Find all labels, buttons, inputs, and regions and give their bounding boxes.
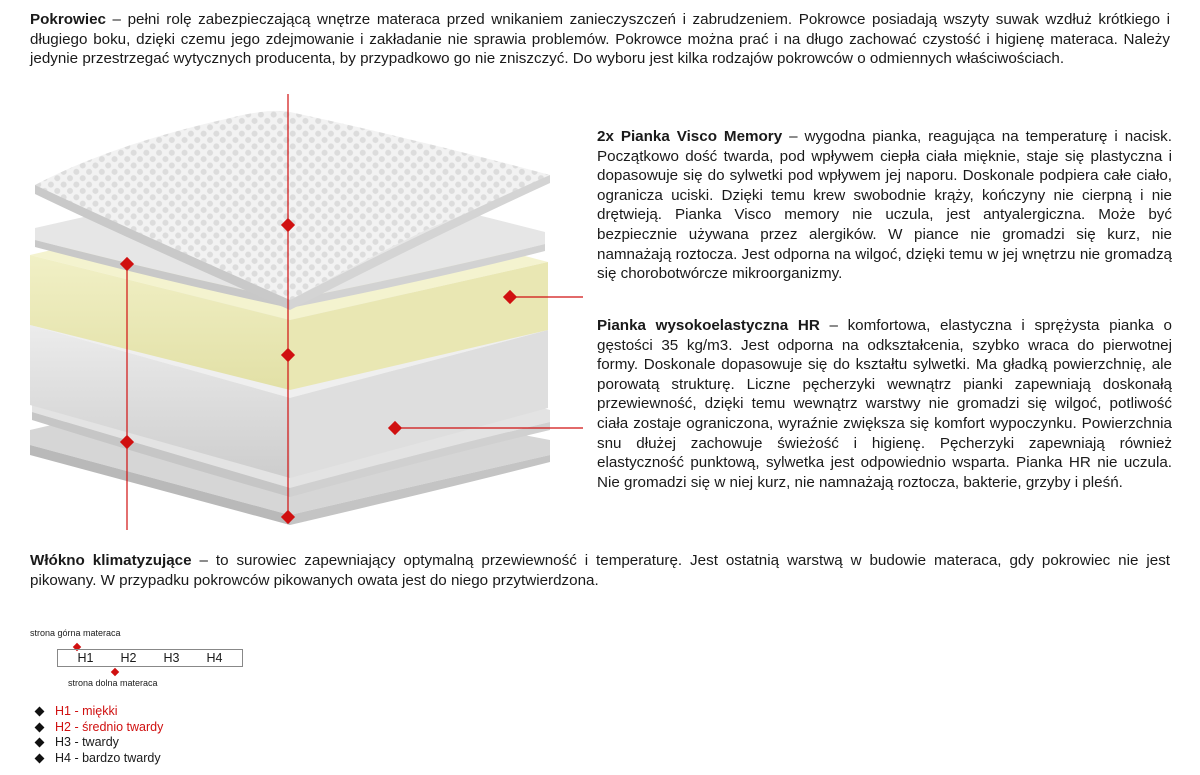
diamond-bullet-icon [35,707,45,717]
hr-heading: Pianka wysokoelastyczna HR [597,317,820,334]
diamond-bullet-icon [35,738,45,748]
legend-h3: H3 - twardy [55,735,119,749]
hardness-legend [30,704,163,766]
bottom-side-label: strona dolna materaca [68,678,158,688]
level-h4: H4 [206,651,223,665]
hr-text: – komfortowa, elastyczna i sprężysta pianka o gęstości 35 kg/m3. Jest odporna na odkształcenia, szybko wraca do pierwotnej formy. Doskonale dopasowuje się do kształtu sylwetki. Ma gładką powierzchnię, ale porowatą strukturę. Liczne pęcherzyki wewnątrz pianki zapewniają doskonałą przewiewność, dzięki temu wewnątrz warstwy nie gromadzi się wilgoć, potliwość ciała zostaje ograniczona, wyraźnie zwiększa się komfort wypoczynku. Powierzchnia snu dłużej zachowuje świeżość i higienę. Pęcherzyki zapewniają również elastyczność punktową, sylwetka jest odpowiednio wsparta. Pianka HR nie uczula. Nie gromadzi się w niej kurz, nie namnażają roztocza, bakterie, grzyby i pleśń. [597,317,1172,491]
visco-description [597,127,1172,284]
legend-h2: H2 - średnio twardy [55,719,164,734]
fiber-heading: Włókno klimatyzujące [30,552,192,569]
diamond-bullet-icon [35,753,45,763]
legend-item [30,720,163,736]
visco-heading: 2x Pianka Visco Memory [597,128,783,145]
hardness-levels-box [57,649,243,667]
level-h1: H1 [77,651,94,665]
legend-item [30,704,163,720]
fiber-text: – to surowiec zapewniający optymalną przewiewność i temperaturę. Jest ostatnią warstwą w budowie materaca, gdy pokrowiec nie jest pikowany. W przypadku pokrowców pikowanych owata jest do niego przytwierdzona. [30,552,1171,589]
legend-item [30,735,163,751]
legend-h4: H4 - bardzo twardy [55,750,161,765]
diamond-bullet-icon [35,722,45,732]
hr-description [597,316,1172,492]
mattress-layers-illustration [0,0,600,545]
legend-h1: H1 - miękki [55,704,118,718]
cover-text: – pełni rolę zabezpieczającą wnętrze materaca przed wnikaniem zanieczyszczeń i zabrudzeniem. Pokrowce posiadają wszyty suwak wzdłuż krótkiego i długiego boku, dzięki czemu jego zdejmowanie i zakładanie nie sprawia problemów. Pokrowce można prać i na długo zachować czystość i higienę materaca. Należy jedynie przestrzegać wytycznych producenta, by przypadkowo go nie zniszczyć. Do wyboru jest kilka rodzajów pokrowców o odmiennych właściwościach. [30,11,1170,68]
bottom-side-marker [111,668,119,676]
top-side-label: strona górna materaca [30,628,121,638]
legend-item [30,751,163,767]
level-h2: H2 [120,651,137,665]
visco-text: – wygodna pianka, reagująca na temperaturę i nacisk. Początkowo dość twarda, pod wpływem ciepła ciała mięknie, staje się plastyczna i dopasowuje się do sylwetki pod wpływem jej naporu. Doskonale podpiera całe ciało, ogranicza uciski. Dzięki temu krew swobodnie krąży, kończyny nie cierpną i nie drętwieją. Pianka Visco memory nie uczula, jest antyalergiczna. Może być bezpiecznie używana przez alergików. W piance nie gromadzi się kurz, nie namnażają roztocza. Jest odporna na wilgoć, dzięki temu w jej wnętrzu nie gromadzą się chorobotwórcze mikroorganizmy. [597,128,1172,283]
cover-heading: Pokrowiec [30,11,106,28]
level-h3: H3 [163,651,180,665]
fiber-description [30,551,1170,590]
